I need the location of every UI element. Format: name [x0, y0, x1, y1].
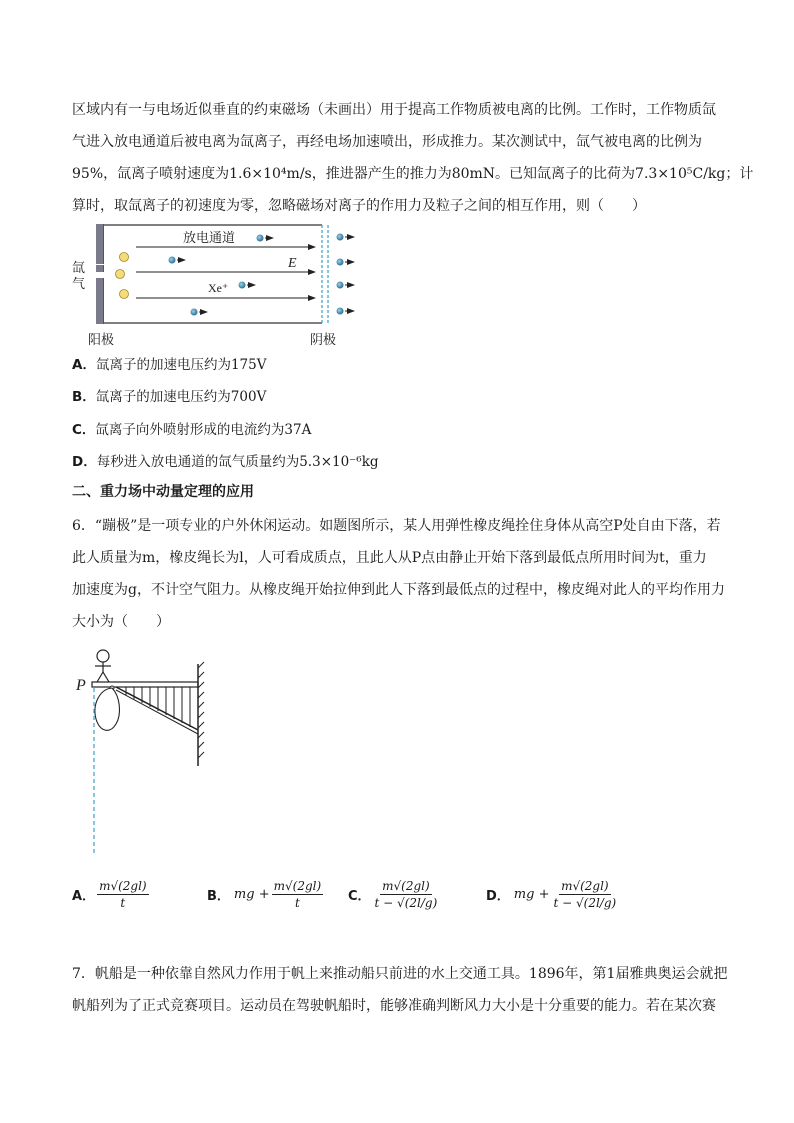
section-heading: 二、重力场中动量定理的应用 — [72, 484, 254, 500]
gas-label-1: 氙 — [72, 261, 86, 276]
ion-label: Xe⁺ — [208, 281, 229, 295]
anode-label: 阳极 — [88, 333, 115, 348]
q6-line-3: 加速度为g，不计空气阻力。从橡皮绳开始拉伸到此人下落到最低点的过程中，橡皮绳对此人的平均作用力 — [72, 582, 725, 598]
bungee-diagram — [72, 644, 222, 859]
jump-platform — [92, 682, 198, 687]
q6-line-2: 此人质量为m，橡皮绳长为l，人可看成质点，且此人从P点由静止开始下落到最低点所用时间为t，重力 — [72, 550, 707, 566]
channel-label: 放电通道 — [183, 231, 236, 246]
thruster-diagram — [70, 222, 360, 350]
q6-option-b: B． mg + $\frac{m√(2gl)}{t}$ — [207, 879, 322, 910]
q6-line-1: 6．“蹦极”是一项专业的户外休闲运动。如题图所示，某人用弹性橡皮绳拴住身体从高空P处自由下落，若 — [72, 518, 721, 534]
q6-option-c: C． $\frac{m√(2gl)}{t - √(2l/g)}$ — [348, 879, 438, 910]
q6-line-4: 大小为（ ） — [72, 614, 170, 630]
bungee-rope — [95, 688, 120, 730]
q5-option-c: C．氙离子向外喷射形成的电流约为37A — [72, 422, 312, 438]
gas-label-2: 气 — [72, 277, 86, 292]
q5-option-d: D．每秒进入放电通道的氙气质量约为5.3×10⁻⁶kg — [72, 454, 379, 470]
person-figure — [97, 650, 109, 662]
cathode-label: 阴极 — [310, 333, 337, 348]
q5-option-a: A．氙离子的加速电压约为175V — [72, 357, 267, 373]
point-p-label: P — [76, 677, 86, 694]
q5-line-2: 气进入放电通道后被电离为氙离子，再经电场加速喷出，形成推力。某次测试中，氙气被电离的比例为 — [72, 134, 702, 150]
q6-option-d: D． mg + $\frac{m√(2gl)}{t - √(2l/g)}$ — [486, 879, 617, 910]
q5-line-1: 区域内有一与电场近似垂直的约束磁场（未画出）用于提高工作物质被电离的比例。工作时，工作物质氙 — [72, 102, 716, 118]
q7-line-1: 7．帆船是一种依靠自然风力作用于帆上来推动船只前进的水上交通工具。1896年，第1届雅典奥运会就把 — [72, 966, 728, 982]
q7-line-2: 帆船列为了正式竞赛项目。运动员在驾驶帆船时，能够准确判断风力大小是十分重要的能力。若在某次赛 — [72, 998, 716, 1014]
q6-option-a: A． $\frac{m√(2gl)}{t}$ — [72, 879, 147, 910]
q5-option-b: B．氙离子的加速电压约为700V — [72, 389, 267, 405]
q5-line-3: 95%，氙离子喷射速度为1.6×10⁴m/s，推进器产生的推力为80mN。已知氙离子的比荷为7.3×10⁵C/kg；计 — [72, 166, 754, 182]
field-label: E — [288, 256, 297, 271]
q5-line-4: 算时，取氙离子的初速度为零，忽略磁场对离子的作用力及粒子之间的相互作用，则（ ） — [72, 198, 646, 214]
